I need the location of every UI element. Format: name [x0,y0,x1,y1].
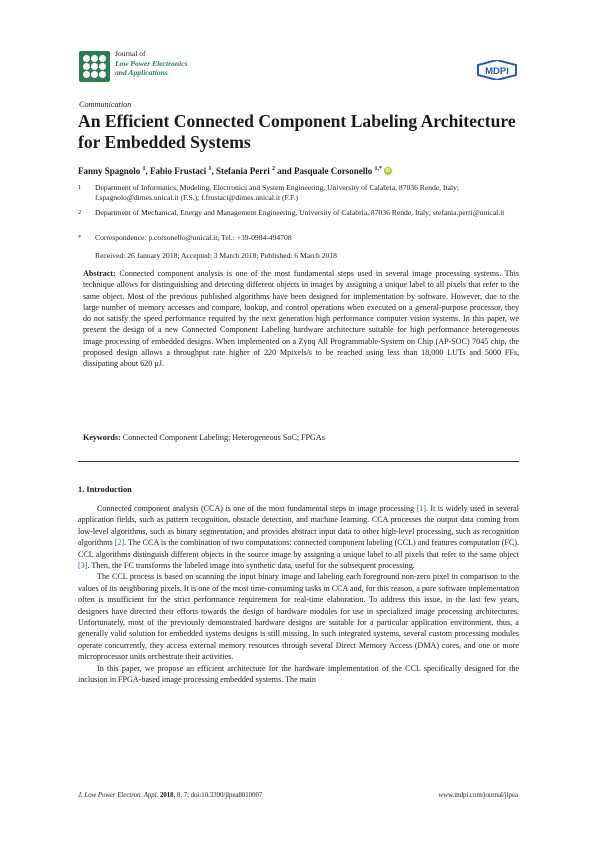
affiliation-2 [78,208,518,218]
journal-prefix: Journal of [115,49,146,58]
affiliation-mark: 1 [78,184,82,191]
footer-url[interactable]: www.mdpi.com/journal/jlpea [438,792,518,799]
paper-title: An Efficient Connected Component Labeling Architecture for Embedded Systems [78,111,516,152]
author-name: Fabio Frustaci [150,166,207,176]
affiliation-text: Department of Mechanical, Energy and Management Engineering, University of Calabria, 87036 Rende, Italy; stefania.perri@unical.it [95,208,505,217]
footer-doi: , 8, 7; doi:10.3390/jlpea8010007 [173,792,263,799]
author-affil-mark: 1,* [374,166,383,172]
affiliation-mark: * [78,234,82,241]
citation-link[interactable]: [3] [78,561,88,571]
author-affil-mark: 2 [272,166,276,172]
orcid-icon[interactable]: iD [385,168,391,174]
author-joiner: and [277,166,292,176]
author-affil-mark: 1 [142,166,146,172]
text-run: In this paper, we propose an efficient architecture for the hardware implementation of the CCL specifically designed for the inclusion in FPGA-based image processing embedded systems. The main [78,663,519,685]
mdpi-logo-text: MDPI [485,66,509,77]
citation-link[interactable]: [1] [416,504,426,513]
journal-logo [79,51,110,82]
publication-dates: Received: 26 January 2018; Accepted: 3 March 2018; Published: 6 March 2018 [95,251,337,260]
keywords-text: Connected Component Labeling; Heterogeneous SoC; FPGAs [122,433,325,442]
author-list: Fanny Spagnolo $^1$, Fabio Frustaci $^1$, Stefania Perri $^2$ and Pasquale Corsonello $^{1,*}$ iD [78,166,391,176]
section-heading: 1. Introduction [78,485,132,494]
journal-name [115,49,188,78]
correspondence [78,233,518,243]
text-run: Connected component analysis (CCA) is one of the most fundamental steps in image processing [97,504,417,513]
journal-name-line2: and Applications [115,68,168,78]
author-affil-mark: 1 [208,166,212,172]
affiliation-1 [78,183,518,204]
affiliation-mark: 2 [78,209,82,216]
text-run: . It is widely used in several application fields, such as pattern recognition, obstacle detection, and machine learning. CCA processes the output data coming from low-level algorithms, such as binary segmentation, and provides abstract input data to other high-level processing, such as recognition algorithms [78,504,519,548]
author-name: Fanny Spagnolo [78,166,141,176]
author-name: Pasquale Corsonello [294,166,373,176]
keywords-label: Keywords: [83,433,121,442]
paragraph [78,503,519,571]
abstract-text: Connected component analysis is one of the most fundamental steps used in several image processing systems. This technique allows for distinguishing and detecting different objects in images by assigning a unique label to all pixels that refer to the same object. Most of the previous published algorithms have been designed for implementation by software. However, due to the large number of memory accesses and compare, lookup, and control operations when executed on a general-purpose processor, they do not satisfy the speed performance required by the next generation high performance computer vision systems. In this paper, we present the design of a new Connected Component Labeling hardware architecture suitable for high performance heterogeneous image processing of embedded designs. When implemented on a Zynq All Programmable-System on Chip (AP-SOC) 7045 chip, the proposed design allows a throughput rate higher of 220 Mpixels/s to be reached using less than 18,000 LUTs and 5000 FFs, dissipating about 620 µJ. [83,269,519,369]
article-type: Communication [79,100,132,109]
abstract [83,268,519,370]
footer-citation [78,792,262,799]
footer-journal: J. Low Power Electron. Appl. [78,792,159,799]
text-run: . Then, the FC transforms the labeled image into synthetic data, useful for the subsequent processing. [87,561,415,571]
text-run: . The CCA is the combination of two computations: connected component labeling (CCL) and features computation (FC). CCL algorithms distinguish different objects in the source image by assigning a unique label to all pixels that refer to the same object [78,538,519,559]
keywords [83,432,519,443]
paragraph [78,571,519,662]
affiliation-text: Department of Informatics, Modeling, Electronics and System Engineering, University of Calabria, 87036 Rende, Italy; f.spagnolo@dimes.unical.it (F.S.); f.frustaci@dimes.unical.it (F.F.) [95,183,459,203]
journal-name-line1: Low Power Electronics [115,58,188,68]
text-run: The CCL process is based on scanning the input binary image and labeling each foreground non-zero pixel in comparison to the values of its neighboring pixels. It is one of the most time-consuming tasks in CCA and, for this reason, a pure software implementation often is insufficient for the strict performance requirement for real-time elaboration. To address this issue, in the last few years, designers have directed their efforts towards the design of hardware modules for use in specialized image processing architectures. Unfortunately, most of the previously demonstrated hardware designs are suitable for a particular application environment, thus, a generally valid solution for embedded systems designs is still missing. In such integrated systems, several custom processing modules operate concurrently, they access external memory resources through several Direct Memory Access (DMA) cores, and one or more microprocessor units orchestrate their activities. [78,572,519,662]
divider [78,461,519,462]
abstract-label: Abstract: [83,269,116,278]
mdpi-logo-icon [476,60,518,85]
author-name: Stefania Perri [216,166,270,176]
footer-year: 2018 [159,792,174,799]
paragraph [78,663,519,686]
citation-link[interactable]: [2] [114,538,125,548]
body-text [78,503,519,686]
correspondence-text: Correspondence: p.corsonello@unical.it; Tel.: +39-0984-494708 [95,233,292,242]
